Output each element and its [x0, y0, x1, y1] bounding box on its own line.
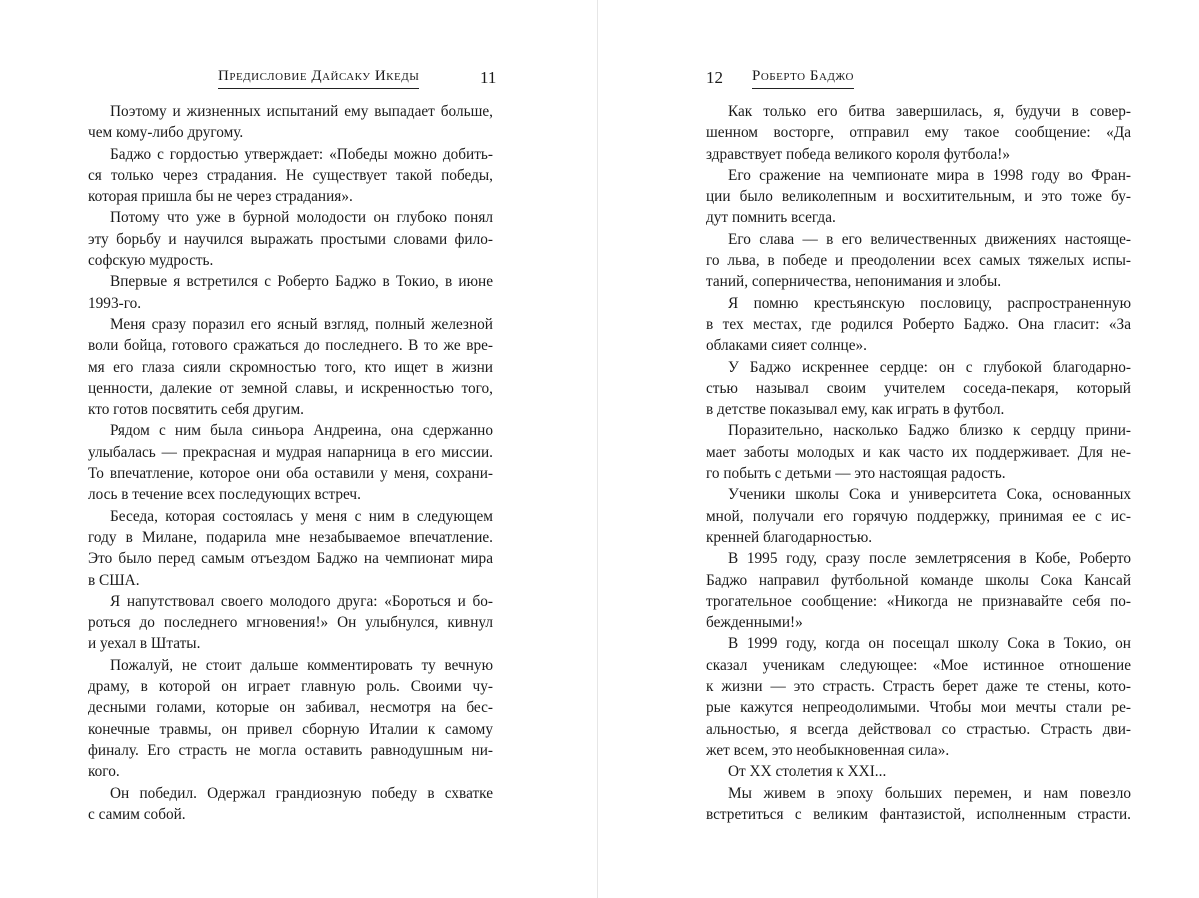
text-line: стью называл своим учителем соседа-пекаря, который	[706, 379, 1131, 397]
left-page-body	[88, 101, 493, 825]
text-line: здравствует победа великого короля футбола!»	[706, 145, 1011, 163]
text-line: Его слава — в его величественных движениях настояще-	[728, 230, 1131, 248]
text-line: облаками сияет солнце».	[706, 337, 867, 355]
text-line: Баджо с гордостью утверждает: «Победы можно добить-	[110, 145, 493, 163]
left-running-header	[218, 68, 419, 89]
text-line: У Баджо искреннее сердце: он с глубокой благодарно-	[728, 358, 1131, 376]
text-line: воли бойца, готового сражаться до последнего. В то же вре-	[88, 337, 493, 355]
text-line: таний, соперничества, непонимания и злобы.	[706, 273, 1002, 291]
paragraph	[88, 314, 493, 420]
paragraph	[88, 207, 493, 271]
paragraph	[706, 165, 1131, 229]
right-page-body	[706, 101, 1131, 825]
page-gutter	[597, 0, 598, 898]
text-line: с самим собой.	[88, 805, 186, 823]
right-page-number: 12	[706, 68, 723, 87]
paragraph	[706, 229, 1131, 293]
text-line: мает заботы молодых и как часто их поддерживает. Для не-	[706, 443, 1131, 461]
text-line: году в Милане, подарила мне незабываемое впечатление.	[88, 528, 493, 546]
text-line: жет всем, это необыкновенная сила».	[706, 741, 950, 759]
text-line: Я напутствовал своего молодого друга: «Бороться и бо-	[110, 592, 493, 610]
text-line: ценности, далекие от земной славы, и искренностью того,	[88, 379, 493, 397]
text-line: конечные травмы, он привел сборную Италии к самому	[88, 720, 493, 738]
text-line: Он победил. Одержал грандиозную победу в схватке	[110, 784, 493, 802]
text-line: Это было перед самым отъездом Баджо на чемпионат мира	[88, 550, 493, 568]
text-line: дут помнить всегда.	[706, 209, 836, 227]
text-line: встретиться с великим фантазистой, исполненным страсти.	[706, 805, 1131, 823]
text-line: эту борьбу и научился выражать простыми словами фило-	[88, 230, 493, 248]
text-line: роться до последнего мгновения!» Он улыбнулся, кивнул	[88, 614, 493, 632]
text-line: рые кажутся непреодолимыми. Чтобы мои мечты стали ре-	[706, 699, 1131, 717]
text-line: драму, в которой он играет главную роль. Своими чу-	[88, 678, 493, 696]
text-line: Я помню крестьянскую пословицу, распространенную	[728, 294, 1131, 312]
text-line: к жизни — это страсть. Страсть берет даже те стены, кото-	[706, 678, 1131, 696]
right-header-title: Роберто Баджо	[752, 68, 854, 89]
paragraph	[706, 101, 1131, 165]
text-line: 1993-го.	[88, 294, 142, 312]
text-line: Рядом с ним была синьора Андреина, она сдержанно	[110, 422, 493, 440]
text-line: Меня сразу поразил его ясный взгляд, полный железной	[110, 315, 493, 333]
paragraph	[88, 101, 493, 144]
paragraph	[88, 271, 493, 314]
paragraph	[88, 144, 493, 208]
text-line: Его сражение на чемпионате мира в 1998 году во Фран-	[728, 166, 1131, 184]
text-line: трогательное сообщение: «Никогда не признавайте себя по-	[706, 592, 1131, 610]
text-line: То впечатление, которое они оба оставили у меня, сохрани-	[88, 465, 493, 483]
text-line: Поэтому и жизненных испытаний ему выпадает больше,	[110, 103, 493, 120]
text-line: Потому что уже в бурной молодости он глубоко понял	[110, 209, 493, 227]
text-line: мя его глаза сияли скромностью того, кто ищет в жизни	[88, 358, 493, 376]
paragraph	[706, 293, 1131, 357]
text-line: которая пришла бы не через страдания».	[88, 188, 353, 206]
text-line: Ученики школы Сока и университета Сока, основанных	[728, 486, 1131, 504]
text-line: и уехал в Штаты.	[88, 635, 201, 653]
text-line: Баджо направил футбольной команде школы Сока Кансай	[706, 571, 1131, 589]
text-line: в США.	[88, 571, 140, 589]
text-line: лось в течение всех последующих встреч.	[88, 486, 361, 504]
text-line: чем кому-либо другому.	[88, 124, 244, 142]
paragraph	[706, 761, 1131, 782]
text-line: Впервые я встретился с Роберто Баджо в Токио, в июне	[110, 273, 493, 291]
text-line: кренней благодарностью.	[706, 528, 873, 546]
left-header-title: Предисловие Дайсаку Икеды	[218, 68, 419, 89]
paragraph	[706, 548, 1131, 633]
paragraph	[88, 591, 493, 655]
paragraph	[706, 420, 1131, 484]
paragraph	[88, 420, 493, 505]
left-page-number: 11	[480, 68, 497, 87]
text-line: От XX столетия к XXI...	[728, 763, 887, 781]
text-line: В 1999 году, когда он посещал школу Сока в Токио, он	[728, 635, 1131, 653]
paragraph	[706, 633, 1131, 761]
text-line: в детстве показывал ему, как играть в футбол.	[706, 401, 1005, 419]
text-line: ся только через страдания. Не существует такой победы,	[88, 166, 493, 184]
text-line: Как только его битва завершилась, я, будучи в совер-	[728, 103, 1131, 120]
text-line: финалу. Его страсть не могла оставить равнодушным ни-	[88, 741, 493, 759]
text-line: Пожалуй, не стоит дальше комментировать ту вечную	[110, 656, 493, 674]
paragraph	[706, 357, 1131, 421]
text-line: кто готов посвятить себя другим.	[88, 401, 304, 419]
text-line: ции было великолепным и восхитительным, и это тоже бу-	[706, 188, 1131, 206]
paragraph	[88, 506, 493, 591]
text-line: Беседа, которая состоялась у меня с ним в следующем	[110, 507, 493, 525]
text-line: го побыть с детьми — это настоящая радость.	[706, 465, 1006, 483]
right-running-header	[752, 68, 854, 89]
text-line: Поразительно, насколько Баджо близко к сердцу прини-	[728, 422, 1131, 440]
text-line: альностью, я всегда действовал со страстью. Страсть дви-	[706, 720, 1131, 738]
text-line: Мы живем в эпоху больших перемен, и нам повезло	[728, 784, 1131, 802]
text-line: кого.	[88, 763, 120, 781]
text-line: го льва, в победе и преодолении всех самых тяжелых испы-	[706, 252, 1131, 270]
paragraph	[88, 655, 493, 783]
text-line: софскую мудрость.	[88, 252, 214, 270]
text-line: улыбалась — прекрасная и мудрая напарница в его миссии.	[88, 443, 493, 461]
text-line: мной, получали его горячую поддержку, принимая ее с ис-	[706, 507, 1131, 525]
paragraph	[706, 783, 1131, 826]
paragraph	[88, 783, 493, 826]
text-line: сказал ученикам следующее: «Мое истинное отношение	[706, 656, 1131, 674]
text-line: шенном восторге, отправил ему такое сообщение: «Да	[706, 124, 1131, 142]
text-line: В 1995 году, сразу после землетрясения в Кобе, Роберто	[728, 550, 1131, 568]
text-line: десными голами, которые он забивал, несмотря на бес-	[88, 699, 493, 717]
paragraph	[706, 484, 1131, 548]
text-line: в тех местах, где родился Роберто Баджо. Она гласит: «За	[706, 315, 1131, 333]
text-line: бежденными!»	[706, 614, 803, 632]
